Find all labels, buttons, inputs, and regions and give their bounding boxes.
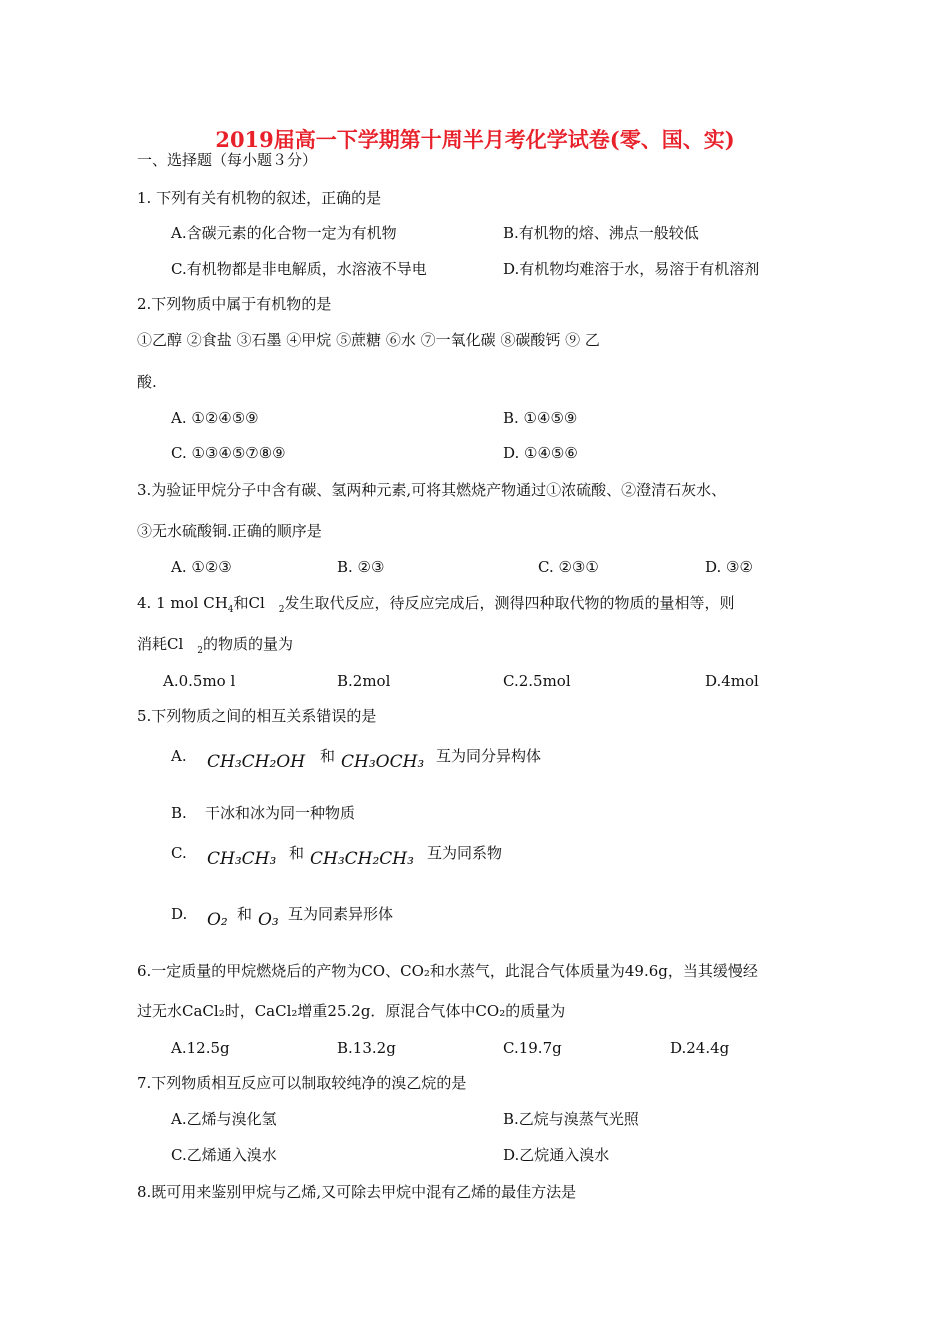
- question-2-option-b: B. ①④⑤⑨: [503, 409, 578, 427]
- question-2-option-a: A. ①②④⑤⑨: [171, 409, 259, 427]
- question-4-stem: 4. 1 mol $CH_4$和Cl $_2$发生取代反应，待反应完成后，测得四种取代物的物质的量相等，则: [137, 594, 735, 615]
- question-7-option-c: C.乙烯通入溴水: [171, 1146, 277, 1164]
- question-7-option-d: D.乙烷通入溴水: [503, 1146, 610, 1164]
- question-2-items: ①乙醇 ②食盐 ③石墨 ④甲烷 ⑤蔗糖 ⑥水 ⑦一氧化碳 ⑧碳酸钙 ⑨ 乙: [137, 331, 600, 349]
- question-4-option-b: B.2mol: [337, 672, 391, 690]
- question-6-stem: 6.一定质量的甲烷燃烧后的产物为CO、CO₂和水蒸气，此混合气体质量为49.6g，当其缓慢经: [137, 962, 758, 980]
- question-7-option-b: B.乙烷与溴蒸气光照: [503, 1110, 639, 1128]
- question-2-stem: 2.下列物质中属于有机物的是: [137, 295, 332, 313]
- question-5-option-d-formula-1: O₂: [207, 910, 228, 930]
- question-1-option-b: B.有机物的熔、沸点一般较低: [503, 224, 699, 242]
- question-5-option-c-label: C.: [171, 844, 187, 862]
- question-4-option-a: A.0.5mo l: [163, 672, 236, 690]
- question-3-option-a: A. ①②③: [171, 558, 232, 576]
- question-5-option-a-label: A.: [171, 747, 187, 765]
- page-title: 2019届高一下学期第十周半月考化学试卷(零、国、实): [215, 127, 735, 152]
- question-6-option-d: D.24.4g: [670, 1039, 730, 1057]
- question-1-option-a: A.含碳元素的化合物一定为有机物: [171, 224, 397, 242]
- question-2-option-c: C. ①③④⑤⑦⑧⑨: [171, 444, 286, 462]
- question-6-stem-cont: 过无水CaCl₂时，CaCl₂增重25.2g．原混合气体中CO₂的质量为: [137, 1002, 566, 1020]
- question-6-option-b: B.13.2g: [337, 1039, 396, 1057]
- question-1-stem: 1. 下列有关有机物的叙述，正确的是: [137, 189, 382, 207]
- question-5-option-b-text: 干冰和冰为同一种物质: [205, 804, 356, 822]
- question-5-option-a-formula-2: CH₃OCH₃: [341, 752, 425, 772]
- question-2-option-d: D. ①④⑤⑥: [503, 444, 578, 462]
- question-1-option-d: D.有机物均难溶于水，易溶于有机溶剂: [503, 260, 760, 278]
- question-5-option-d-formula-2: O₃: [258, 910, 279, 930]
- question-3-stem: 3.为验证甲烷分子中含有碳、氢两种元素,可将其燃烧产物通过①浓硫酸、②澄清石灰水、: [137, 481, 727, 499]
- question-5-option-a-and: 和: [320, 747, 336, 765]
- question-5-option-c-formula-1: CH₃CH₃: [207, 849, 277, 869]
- question-5-option-d-label: D.: [171, 905, 188, 923]
- question-5-option-d-and: 和: [237, 905, 253, 923]
- question-2-items-cont: 酸.: [137, 373, 157, 391]
- question-5-option-c-and: 和: [289, 844, 305, 862]
- section-heading: 一、选择题（每小题３分）: [137, 151, 318, 169]
- question-6-option-a: A.12.5g: [171, 1039, 230, 1057]
- question-3-stem-cont: ③无水硫酸铜.正确的顺序是: [137, 522, 322, 540]
- question-3-option-b: B. ②③: [337, 558, 385, 576]
- question-4-option-d: D.4mol: [705, 672, 759, 690]
- question-6-option-c: C.19.7g: [503, 1039, 562, 1057]
- question-7-option-a: A.乙烯与溴化氢: [171, 1110, 277, 1128]
- question-5-stem: 5.下列物质之间的相互关系错误的是: [137, 707, 377, 725]
- question-5-option-b-label: B.: [171, 804, 187, 822]
- question-8-stem: 8.既可用来鉴别甲烷与乙烯,又可除去甲烷中混有乙烯的最佳方法是: [137, 1183, 577, 1201]
- question-4-stem-cont: 消耗Cl $_2$的物质的量为: [137, 635, 294, 656]
- question-1-option-c: C.有机物都是非电解质，水溶液不导电: [171, 260, 427, 278]
- question-7-stem: 7.下列物质相互反应可以制取较纯净的溴乙烷的是: [137, 1074, 467, 1092]
- question-5-option-a-text: 互为同分异构体: [436, 747, 542, 765]
- question-5-option-a-formula-1: CH₃CH₂OH: [207, 752, 306, 772]
- question-5-option-d-text: 互为同素异形体: [288, 905, 394, 923]
- question-3-option-d: D. ③②: [705, 558, 753, 576]
- question-3-option-c: C. ②③①: [538, 558, 599, 576]
- question-4-option-c: C.2.5mol: [503, 672, 571, 690]
- question-5-option-c-text: 互为同系物: [427, 844, 503, 862]
- question-5-option-c-formula-2: CH₃CH₂CH₃: [310, 849, 414, 869]
